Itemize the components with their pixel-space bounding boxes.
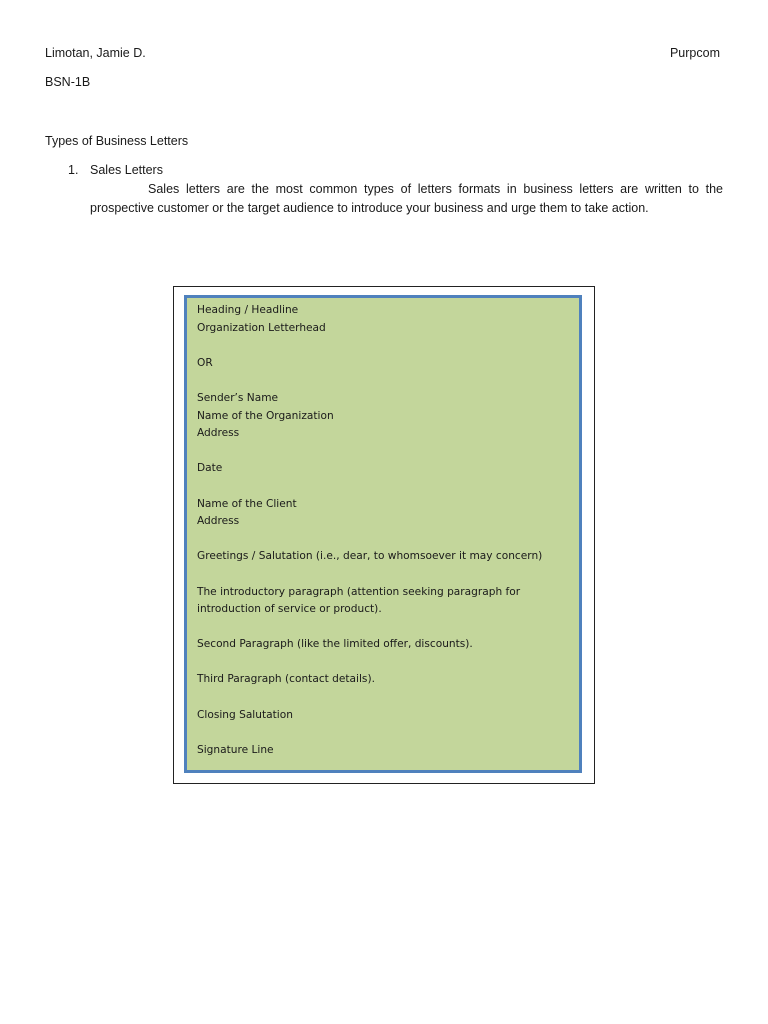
template-line: Date <box>197 462 223 475</box>
list-item-heading <box>68 163 163 177</box>
template-line: Name of the Client <box>197 497 297 510</box>
template-line: Organization Letterhead <box>197 321 326 334</box>
template-spacer <box>197 531 569 549</box>
template-line: Sender’s Name <box>197 391 279 404</box>
template-line: OR <box>197 356 213 369</box>
course-name: Purpcom <box>669 46 720 60</box>
template-line: Heading / Headline <box>197 304 299 316</box>
template-spacer <box>197 337 569 355</box>
sales-letters-paragraph: Sales letters are the most common types of letters formats in business letters are written to the prospective customer or the target audience to introduce your business and urge them to take action. <box>90 182 723 215</box>
template-spacer <box>197 478 569 496</box>
list-item-number: 1. <box>68 163 79 177</box>
document-title: Types of Business Letters <box>45 134 189 148</box>
template-spacer <box>197 566 569 584</box>
template-line: Name of the Organization <box>197 409 334 422</box>
template-line: Address <box>197 515 240 528</box>
class-section: BSN-1B <box>45 75 91 89</box>
template-spacer <box>197 443 569 461</box>
template-line: Greetings / Salutation (i.e., dear, to whomsoever it may concern) <box>197 550 543 563</box>
template-spacer <box>197 619 569 637</box>
template-line: Second Paragraph (like the limited offer, discounts). <box>197 638 473 651</box>
template-line: Third Paragraph (contact details). <box>197 673 375 686</box>
template-line: Signature Line <box>197 743 274 756</box>
author-name: Limotan, Jamie D. <box>45 46 146 60</box>
template-spacer <box>197 724 569 742</box>
letter-format-figure <box>173 286 595 784</box>
template-line: Address <box>197 427 240 440</box>
list-item-title: Sales Letters <box>90 163 163 177</box>
template-spacer <box>197 689 569 707</box>
template-spacer <box>197 654 569 672</box>
template-spacer <box>197 372 569 390</box>
letter-template-box <box>184 295 582 773</box>
template-line: The introductory paragraph (attention seeking paragraph for introduction of service or product). <box>197 585 521 616</box>
template-line: Closing Salutation <box>197 708 293 721</box>
